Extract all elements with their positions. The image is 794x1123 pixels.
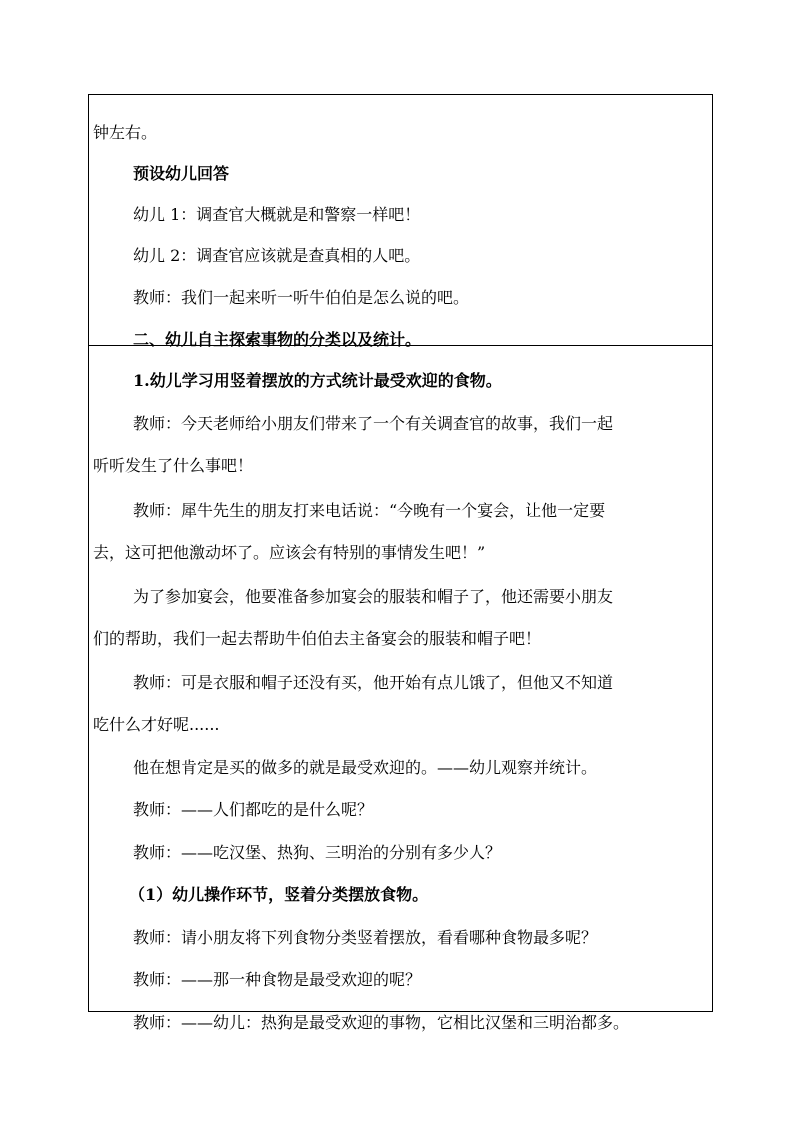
text-line: 教师：可是衣服和帽子还没有买，他开始有点儿饿了，但他又不知道 (133, 673, 614, 692)
text-line: 去，这可把他激动坏了。应该会有特别的事情发生吧！” (93, 543, 486, 562)
text-line: 教师：请小朋友将下列食物分类竖着摆放，看看哪种食物最多呢？ (133, 928, 598, 947)
text-line: 教师：我们一起来听一听牛伯伯是怎么说的吧。 (133, 288, 470, 307)
lesson-plan-table (88, 94, 713, 1032)
text-line: 钟左右。 (93, 123, 158, 142)
text-line: 教师：今天老师给小朋友们带来了一个有关调查官的故事，我们一起 (133, 414, 614, 433)
text-line: 听听发生了什么事吧！ (93, 456, 254, 475)
text-line: 幼儿 2：调查官应该就是查真相的人吧。 (133, 246, 421, 265)
text-line: 吃什么才好呢...... (93, 715, 220, 734)
text-line: 预设幼儿回答 (133, 164, 230, 183)
text-line: 们的帮助，我们一起去帮助牛伯伯去主备宴会的服装和帽子吧！ (93, 629, 542, 648)
text-line: 幼儿 1：调查官大概就是和警察一样吧！ (133, 205, 421, 224)
text-line: 教师：——人们都吃的是什么呢？ (133, 800, 374, 819)
text-line: 为了参加宴会，他要准备参加宴会的服装和帽子了，他还需要小朋友 (133, 587, 614, 606)
text-line: 他在想肯定是买的做多的就是最受欢迎的。——幼儿观察并统计。 (133, 758, 598, 777)
text-line: 教师：——幼儿：热狗是最受欢迎的事物，它相比汉堡和三明治都多。 (133, 1013, 630, 1032)
text-line: 教师：犀牛先生的朋友打来电话说：“今晚有一个宴会，让他一定要 (133, 501, 606, 520)
step-heading: （1）幼儿操作环节，竖着分类摆放食物。 (129, 885, 429, 904)
text-line: 教师：——吃汉堡、热狗、三明治的分别有多少人？ (133, 843, 502, 862)
table-row-divider (89, 345, 712, 346)
section-heading: 二、幼儿自主探索事物的分类以及统计。 (133, 330, 422, 349)
subsection-heading: 1.幼儿学习用竖着摆放的方式统计最受欢迎的食物。 (133, 371, 502, 390)
text-line: 教师：——那一种食物是最受欢迎的呢？ (133, 970, 422, 989)
